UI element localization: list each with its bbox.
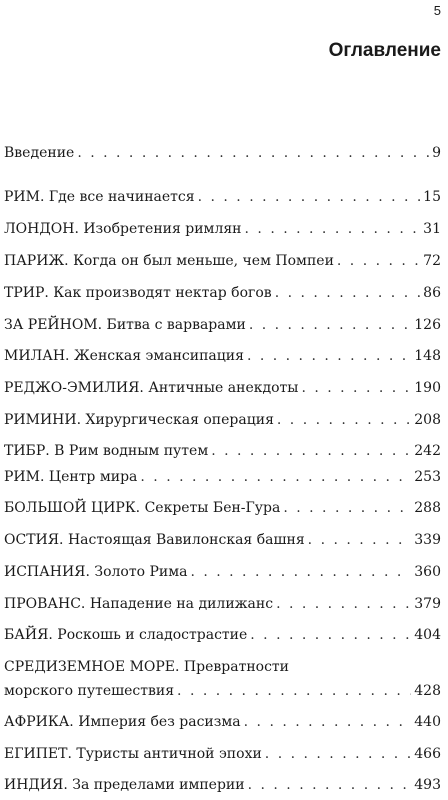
toc-entry-title: морского путешествия xyxy=(4,683,175,699)
dot-leader xyxy=(177,680,411,702)
toc-entry-page: 148 xyxy=(414,348,441,364)
toc-entry-title: БОЛЬШОЙ ЦИРК. Секреты Бен-Гура xyxy=(4,500,281,516)
toc-entry-title: РИМ. Центр мира xyxy=(4,469,138,485)
toc-entry-title: АФРИКА. Империя без расизма xyxy=(4,714,241,730)
toc-entry[interactable] xyxy=(4,186,441,208)
toc-entry-page: 253 xyxy=(414,469,441,485)
toc-entry[interactable] xyxy=(4,466,441,488)
toc-entry-title: ТИБР. В Рим водным путем xyxy=(4,443,209,459)
dot-leader xyxy=(265,743,411,765)
toc-entry[interactable] xyxy=(4,743,441,765)
dot-leader xyxy=(283,497,411,519)
toc-entry-page: 208 xyxy=(414,412,441,428)
toc-entry[interactable] xyxy=(4,561,441,583)
toc-entry-page: 242 xyxy=(414,443,441,459)
dot-leader xyxy=(140,466,411,488)
toc-entry-page: 379 xyxy=(414,596,441,612)
toc-entry-page: 31 xyxy=(423,221,441,237)
dot-leader xyxy=(277,409,411,431)
toc-entry-title: ИСПАНИЯ. Золото Рима xyxy=(4,564,188,580)
dot-leader xyxy=(337,250,420,272)
toc-entry[interactable] xyxy=(4,218,441,240)
toc-entry[interactable] xyxy=(4,409,441,431)
dot-leader xyxy=(275,282,420,304)
toc-entry-page: 493 xyxy=(414,777,441,793)
toc-entry-page: 466 xyxy=(414,746,441,762)
toc-entry-page: 428 xyxy=(414,683,441,699)
toc-entry-page: 360 xyxy=(414,564,441,580)
toc-entry[interactable] xyxy=(4,440,441,462)
toc-entry[interactable] xyxy=(4,497,441,519)
toc-entry-title: ЛОНДОН. Изобретения римлян xyxy=(4,221,242,237)
dot-leader xyxy=(77,142,429,164)
toc-entry[interactable] xyxy=(4,142,441,164)
toc-entry-title: ОСТИЯ. Настоящая Вавилонская башня xyxy=(4,532,305,548)
toc-entry[interactable] xyxy=(4,774,441,796)
toc-entry-title: СРЕДИЗЕМНОЕ МОРЕ. Превратности xyxy=(4,659,289,675)
toc-entry-page: 86 xyxy=(423,285,441,301)
toc-entry[interactable] xyxy=(4,314,441,336)
page-number: 5 xyxy=(433,3,441,18)
toc-entry-page: 440 xyxy=(414,714,441,730)
toc-entry-title: ПРОВАНС. Нападение на дилижанс xyxy=(4,596,274,612)
toc-entry-title: ИНДИЯ. За пределами империи xyxy=(4,777,245,793)
toc-entry-page: 9 xyxy=(432,145,441,161)
toc-entry-page: 15 xyxy=(423,189,441,205)
toc-entry[interactable] xyxy=(4,680,441,702)
toc-entry-title: ЕГИПЕТ. Туристы античной эпохи xyxy=(4,746,262,762)
toc-entry-title: РИМИНИ. Хирургическая операция xyxy=(4,412,274,428)
dot-leader xyxy=(249,314,411,336)
toc-entry[interactable] xyxy=(4,345,441,367)
dot-leader xyxy=(308,529,412,551)
toc-entry-page: 126 xyxy=(414,317,441,333)
dot-leader xyxy=(211,440,411,462)
toc-entry[interactable] xyxy=(4,711,441,733)
toc-entry[interactable] xyxy=(4,529,441,551)
dot-leader xyxy=(247,345,411,367)
toc-entry-title: МИЛАН. Женская эмансипация xyxy=(4,348,244,364)
toc-entry-title: РЕДЖО-ЭМИЛИЯ. Античные анекдоты xyxy=(4,380,299,396)
toc-entry-title: ТРИР. Как производят нектар богов xyxy=(4,285,272,301)
toc-entry-page: 72 xyxy=(423,253,441,269)
dot-leader xyxy=(276,593,411,615)
toc-entry-page: 339 xyxy=(414,532,441,548)
toc-entry[interactable] xyxy=(4,624,441,646)
dot-leader xyxy=(250,624,411,646)
dot-leader xyxy=(301,377,411,399)
toc-entry[interactable] xyxy=(4,282,441,304)
toc-entry-title: ПАРИЖ. Когда он был меньше, чем Помпеи xyxy=(4,253,334,269)
toc-entry-title: Введение xyxy=(4,145,75,161)
toc-entry-page: 190 xyxy=(414,380,441,396)
toc-entry-page: 404 xyxy=(414,627,441,643)
dot-leader xyxy=(198,186,421,208)
dot-leader xyxy=(244,711,412,733)
toc-entry[interactable] xyxy=(4,250,441,272)
toc-entry-title: БАЙЯ. Роскошь и сладострастие xyxy=(4,627,248,643)
toc-entry-page: 288 xyxy=(414,500,441,516)
toc-entry[interactable] xyxy=(4,593,441,615)
toc-entry-title: ЗА РЕЙНОМ. Битва с варварами xyxy=(4,317,246,333)
dot-leader xyxy=(190,561,411,583)
dot-leader xyxy=(245,218,421,240)
toc-entry-title: РИМ. Где все начинается xyxy=(4,189,195,205)
toc-entry-line1[interactable] xyxy=(4,656,441,678)
toc-heading: Оглавление xyxy=(328,40,441,61)
toc-entry[interactable] xyxy=(4,377,441,399)
dot-leader xyxy=(248,774,412,796)
